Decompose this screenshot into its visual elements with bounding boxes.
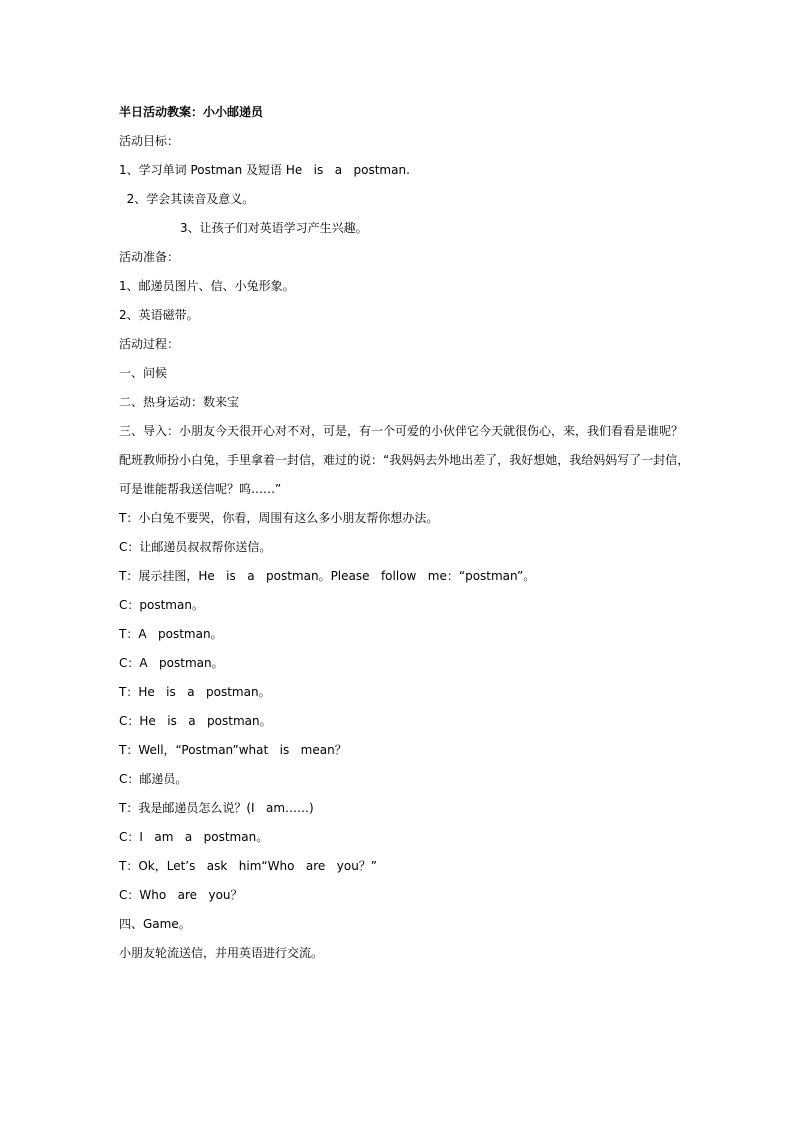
- process-step: 二、热身运动：数来宝: [119, 395, 240, 409]
- document-title: 半日活动教案：小小邮递员: [119, 105, 264, 119]
- goal-item: 1、学习单词 Postman 及短语 He is a postman.: [119, 163, 410, 177]
- dialogue-line: C：Who are you？: [119, 888, 243, 902]
- dialogue-line: C：He is a postman。: [119, 714, 272, 728]
- process-step: 三、导入：小朋友今天很开心对不对，可是，有一个可爱的小伙伴它今天就很伤心，来，我们看看是谁呢？: [119, 424, 684, 438]
- section-heading-preparation: 活动准备：: [119, 250, 180, 264]
- dialogue-line: T：我是邮递员怎么说？(I am……): [119, 801, 314, 815]
- dialogue-line: T：He is a postman。: [119, 685, 271, 699]
- preparation-item: 2、英语磁带。: [119, 308, 199, 322]
- process-step: 一、问候: [119, 366, 168, 380]
- dialogue-line: C：让邮递员叔叔帮你送信。: [119, 540, 272, 554]
- dialogue-line: C：A postman。: [119, 656, 224, 670]
- dialogue-line: C：邮递员。: [119, 772, 188, 786]
- goal-item: 3、让孩子们对英语学习产生兴趣。: [180, 221, 368, 235]
- paragraph-line: 配班教师扮小白兔，手里拿着一封信，难过的说：“我妈妈去外地出差了，我好想她，我给妈妈写了一封信，: [119, 453, 690, 467]
- dialogue-line: C：postman。: [119, 598, 204, 612]
- dialogue-line: T：Ok，Let’s ask him“Who are you？”: [119, 859, 378, 873]
- goal-item: 2、学会其读音及意义。: [119, 192, 255, 206]
- paragraph-line: 可是谁能帮我送信呢？呜……”: [119, 482, 282, 496]
- dialogue-line: C：I am a postman。: [119, 830, 269, 844]
- section-heading-goals: 活动目标：: [119, 134, 180, 148]
- dialogue-line: T：Well，“Postman”what is mean？: [119, 743, 347, 757]
- process-step: 四、Game。: [119, 917, 191, 931]
- dialogue-line: T：小白兔不要哭，你看，周围有这么多小朋友帮你想办法。: [119, 511, 439, 525]
- dialogue-line: T：A postman。: [119, 627, 223, 641]
- section-heading-process: 活动过程：: [119, 337, 180, 351]
- paragraph-line: 小朋友轮流送信，并用英语进行交流。: [119, 946, 324, 960]
- preparation-item: 1、邮递员图片、信、小兔形象。: [119, 279, 295, 293]
- dialogue-line: T：展示挂图，He is a postman。Please follow me：“postman”。: [119, 569, 536, 583]
